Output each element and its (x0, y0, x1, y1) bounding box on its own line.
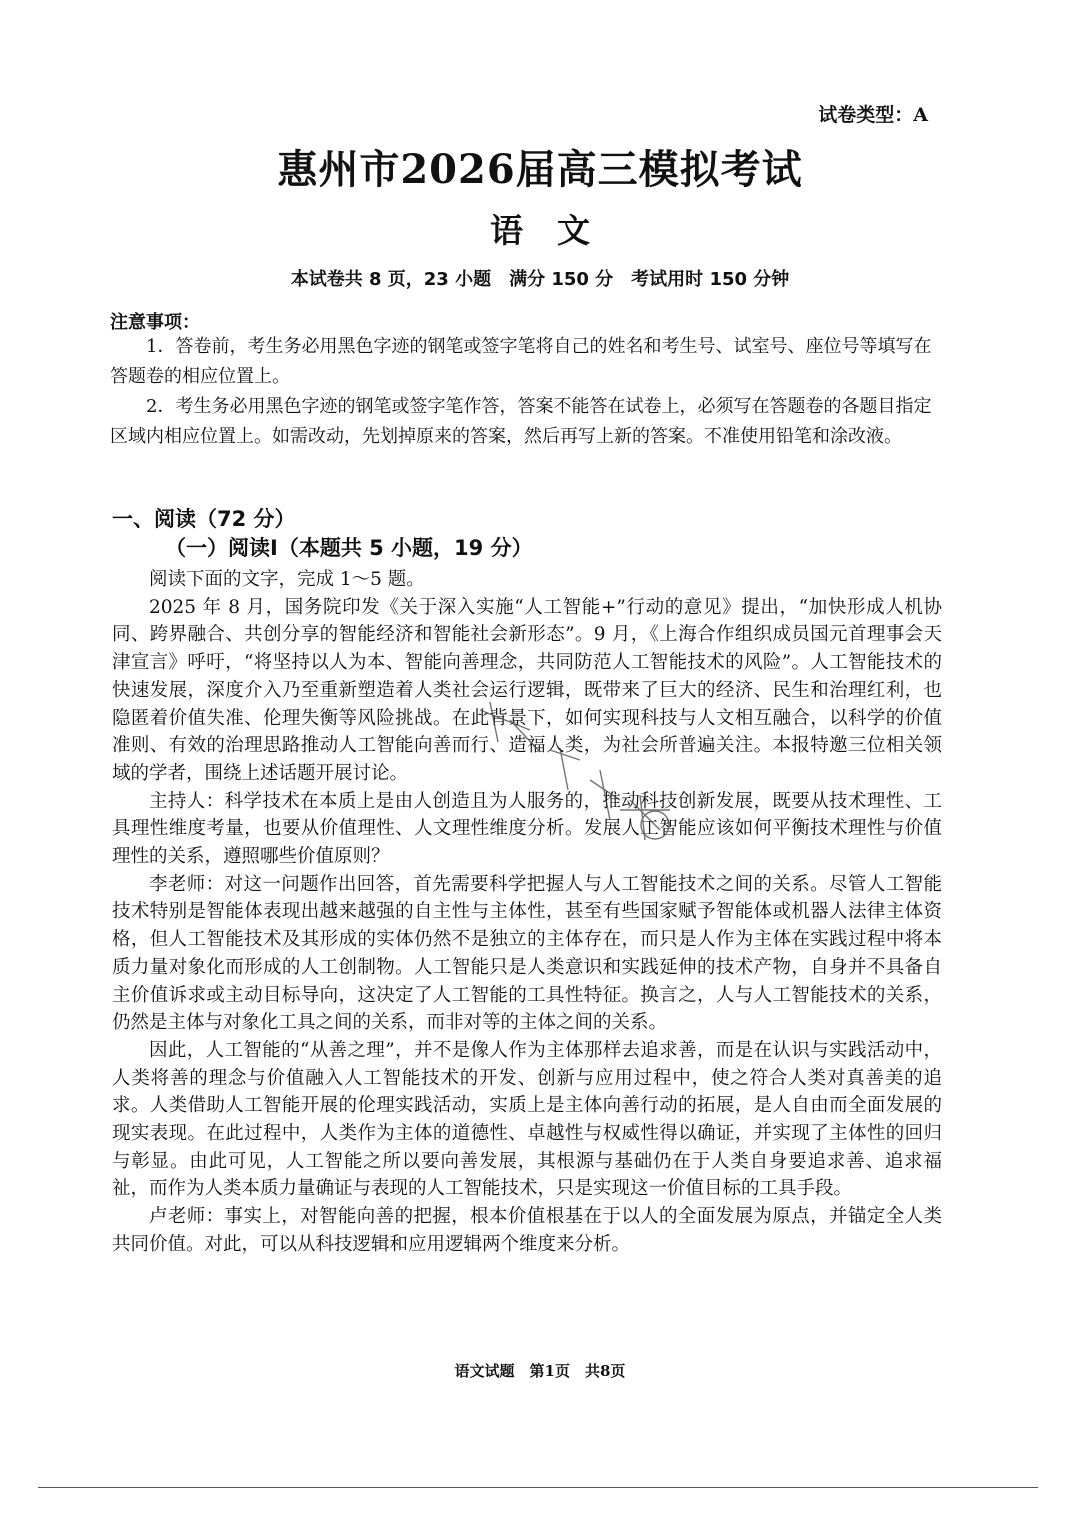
note-item: 1．答卷前，考生务必用黑色字迹的钢笔或签字笔将自己的姓名和考生号、试室号、座位号等填写在答题卷的相应位置上。 (110, 336, 932, 387)
notes-heading: 注意事项： (110, 312, 200, 333)
page-title: 惠州市2026届高三模拟考试 (277, 146, 803, 193)
reading-passage (112, 566, 942, 1259)
exam-info: 本试卷共 8 页，23 小题 满分 150 分 考试用时 150 分钟 (290, 269, 790, 290)
subject-title: 语文 (490, 211, 624, 250)
sub-section-heading: （一）阅读Ⅰ（本题共 5 小题，19 分） (165, 536, 533, 560)
section-heading: 一、阅读（72 分） (112, 507, 296, 531)
passage-paragraph: 2025 年 8 月，国务院印发《关于深入实施“人工智能+”行动的意见》提出，“加快形成人机协同、跨界融合、共创分享的智能经济和智能社会新形态”。9 月，《上海合作组织成员国元首理事会天津宣言》呼吁，“将坚持以人为本、智能向善理念，共同防范人工智能技术的风险”。人工智能技术的快速发展，深度介入乃至重新塑造着人类社会运行逻辑，既带来了巨大的经济、民生和治理红利，也隐匿着价值失准、伦理失衡等风险挑战。在此背景下，如何实现科技与人文相互融合，以科学的价值准则、有效的治理思路推动人工智能向善而行、造福人类，为社会所普遍关注。本报特邀三位相关领域的学者，围绕上述话题开展讨论。 (112, 596, 942, 784)
notes-list (110, 332, 945, 452)
passage-paragraph: 阅读下面的文字，完成 1～5 题。 (149, 569, 425, 590)
passage-paragraph: 李老师：对这一问题作出回答，首先需要科学把握人与人工智能技术之间的关系。尽管人工智能技术特别是智能体表现出越来越强的自主性与主体性，甚至有些国家赋予智能体或机器人法律主体资格，但人工智能技术及其形成的实体仍然不是独立的主体存在，而只是人作为主体在实践过程中将本质力量对象化而形成的人工创制物。人工智能只是人类意识和实践延伸的技术产物，自身并不具备自主价值诉求或主动目标导向，这决定了人工智能的工具性特征。换言之，人与人工智能技术的关系，仍然是主体与对象化工具之间的关系，而非对等的主体之间的关系。 (112, 873, 942, 1034)
passage-paragraph: 因此，人工智能的“从善之理”，并不是像人作为主体那样去追求善，而是在认识与实践活动中，人类将善的理念与价值融入人工智能技术的开发、创新与应用过程中，使之符合人类对真善美的追求。人类借助人工智能开展的伦理实践活动，实质上是主体向善行动的拓展，是人自由而全面发展的现实表现。在此过程中，人类作为主体的道德性、卓越性与权威性得以确证，并实现了主体性的回归与彰显。由此可见，人工智能之所以要向善发展，其根源与基础仍在于人类自身要追求善、追求福祉，而作为人类本质力量确证与表现的人工智能技术，只是实现这一价值目标的工具手段。 (112, 1039, 942, 1200)
exam-type-label: 试卷类型：A (818, 104, 928, 126)
note-item: 2．考生务必用黑色字迹的钢笔或签字笔作答，答案不能答在试卷上，必须写在答题卷的各题目指定区域内相应位置上。如需改动，先划掉原来的答案，然后再写上新的答案。不准使用铅笔和涂改液。 (110, 396, 932, 447)
page-footer: 语文试题 第1页 共8页 (454, 1362, 626, 1380)
scan-edge-line (38, 1487, 1038, 1488)
passage-paragraph: 卢老师：事实上，对智能向善的把握，根本价值根基在于以人的全面发展为原点，并锚定全人类共同价值。对此，可以从科技逻辑和应用逻辑两个维度来分析。 (112, 1206, 942, 1255)
passage-paragraph: 主持人：科学技术在本质上是由人创造且为人服务的，推动科技创新发展，既要从技术理性、工具理性维度考量，也要从价值理性、人文理性维度分析。发展人工智能应该如何平衡技术理性与价值理性的关系，遵照哪些价值原则？ (112, 790, 942, 868)
